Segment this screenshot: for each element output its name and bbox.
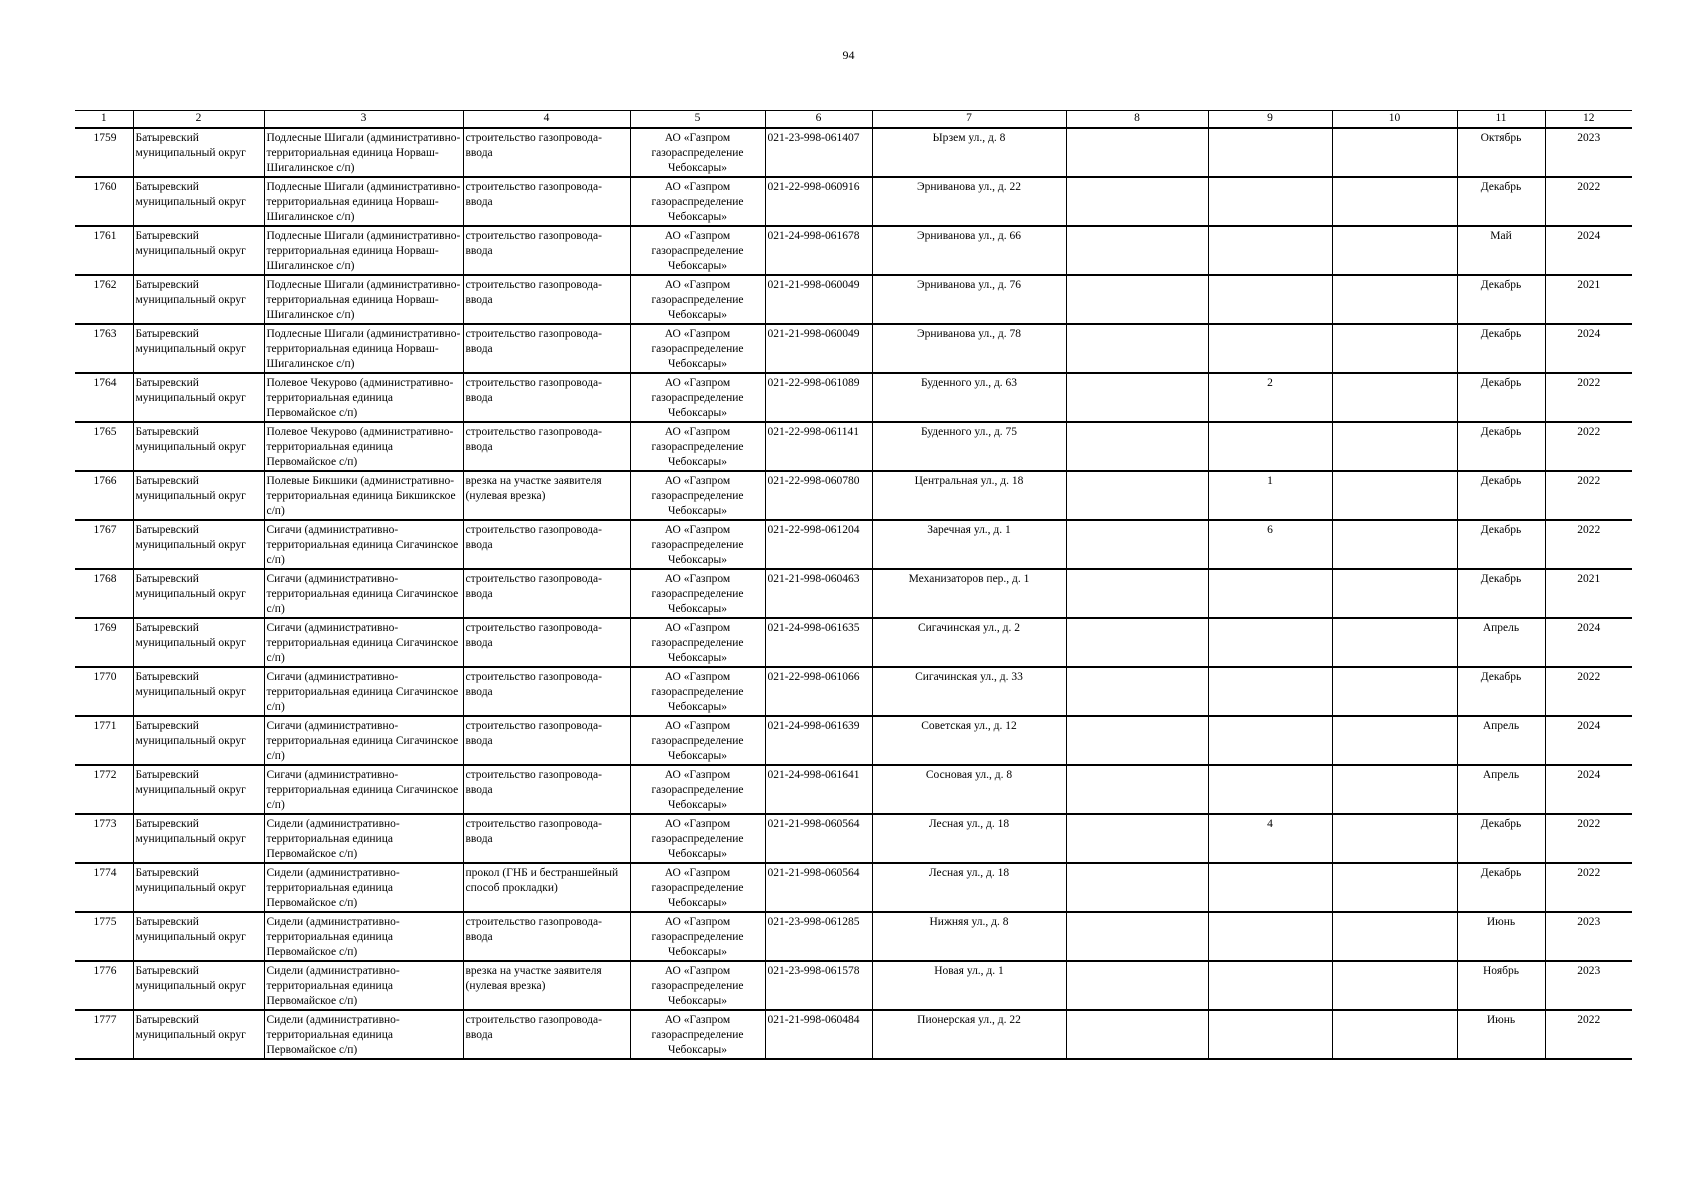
year-cell: 2022 [1545, 520, 1632, 569]
row-number-cell: 1776 [75, 961, 133, 1010]
address-cell: Центральная ул., д. 18 [872, 471, 1066, 520]
district-cell: Батыревский муниципальный округ [133, 471, 264, 520]
column-header: 5 [630, 111, 765, 129]
month-cell: Декабрь [1457, 471, 1545, 520]
table-row [75, 863, 1632, 912]
settlement-cell: Сигачи (административно-территориальная единица Сигачинское с/п) [264, 618, 463, 667]
column-header: 11 [1457, 111, 1545, 129]
year-cell: 2022 [1545, 667, 1632, 716]
column-header: 3 [264, 111, 463, 129]
work-type-cell: строительство газопровода-ввода [463, 912, 630, 961]
application-code-cell: 021-22-998-061089 [765, 373, 872, 422]
column-8-cell [1066, 177, 1208, 226]
work-type-cell: строительство газопровода-ввода [463, 618, 630, 667]
work-type-cell: врезка на участке заявителя (нулевая врезка) [463, 471, 630, 520]
column-10-cell [1332, 569, 1457, 618]
row-number-cell: 1775 [75, 912, 133, 961]
address-cell: Эрниванова ул., д. 22 [872, 177, 1066, 226]
organization-cell: АО «Газпром газораспределение Чебоксары» [630, 177, 765, 226]
work-type-cell: строительство газопровода-ввода [463, 569, 630, 618]
settlement-cell: Сидели (административно-территориальная единица Первомайское с/п) [264, 961, 463, 1010]
table-body [75, 128, 1632, 1059]
column-9-cell [1208, 667, 1332, 716]
column-header: 1 [75, 111, 133, 129]
table-row [75, 765, 1632, 814]
table-row [75, 569, 1632, 618]
organization-cell: АО «Газпром газораспределение Чебоксары» [630, 863, 765, 912]
column-10-cell [1332, 324, 1457, 373]
table-row [75, 373, 1632, 422]
settlement-cell: Сигачи (административно-территориальная единица Сигачинское с/п) [264, 569, 463, 618]
address-cell: Новая ул., д. 1 [872, 961, 1066, 1010]
application-code-cell: 021-21-998-060564 [765, 863, 872, 912]
page-number: 94 [842, 48, 855, 62]
month-cell: Июнь [1457, 1010, 1545, 1059]
address-cell: Буденного ул., д. 63 [872, 373, 1066, 422]
month-cell: Апрель [1457, 765, 1545, 814]
organization-cell: АО «Газпром газораспределение Чебоксары» [630, 373, 765, 422]
organization-cell: АО «Газпром газораспределение Чебоксары» [630, 422, 765, 471]
column-8-cell [1066, 275, 1208, 324]
settlement-cell: Полевое Чекурово (административно-территориальная единица Первомайское с/п) [264, 422, 463, 471]
work-type-cell: строительство газопровода-ввода [463, 1010, 630, 1059]
table-row [75, 814, 1632, 863]
table-row [75, 520, 1632, 569]
settlement-cell: Подлесные Шигали (административно-территориальная единица Норваш-Шигалинское с/п) [264, 275, 463, 324]
row-number-cell: 1761 [75, 226, 133, 275]
settlement-cell: Полевые Бикшики (административно-территориальная единица Бикшикское с/п) [264, 471, 463, 520]
organization-cell: АО «Газпром газораспределение Чебоксары» [630, 961, 765, 1010]
district-cell: Батыревский муниципальный округ [133, 765, 264, 814]
address-cell: Эрниванова ул., д. 76 [872, 275, 1066, 324]
column-8-cell [1066, 226, 1208, 275]
address-cell: Нижняя ул., д. 8 [872, 912, 1066, 961]
column-9-cell [1208, 226, 1332, 275]
column-10-cell [1332, 422, 1457, 471]
column-10-cell [1332, 814, 1457, 863]
table-row [75, 618, 1632, 667]
application-code-cell: 021-23-998-061578 [765, 961, 872, 1010]
district-cell: Батыревский муниципальный округ [133, 324, 264, 373]
application-code-cell: 021-23-998-061407 [765, 128, 872, 177]
year-cell: 2022 [1545, 373, 1632, 422]
column-header: 9 [1208, 111, 1332, 129]
work-type-cell: строительство газопровода-ввода [463, 373, 630, 422]
address-cell: Сосновая ул., д. 8 [872, 765, 1066, 814]
organization-cell: АО «Газпром газораспределение Чебоксары» [630, 814, 765, 863]
district-cell: Батыревский муниципальный округ [133, 422, 264, 471]
column-9-cell [1208, 324, 1332, 373]
row-number-cell: 1763 [75, 324, 133, 373]
table-row [75, 226, 1632, 275]
month-cell: Апрель [1457, 716, 1545, 765]
address-cell: Сигачинская ул., д. 33 [872, 667, 1066, 716]
year-cell: 2023 [1545, 961, 1632, 1010]
column-8-cell [1066, 471, 1208, 520]
organization-cell: АО «Газпром газораспределение Чебоксары» [630, 520, 765, 569]
work-type-cell: строительство газопровода-ввода [463, 814, 630, 863]
district-cell: Батыревский муниципальный округ [133, 961, 264, 1010]
application-code-cell: 021-22-998-060916 [765, 177, 872, 226]
year-cell: 2022 [1545, 471, 1632, 520]
column-10-cell [1332, 128, 1457, 177]
table-row [75, 422, 1632, 471]
organization-cell: АО «Газпром газораспределение Чебоксары» [630, 128, 765, 177]
settlement-cell: Подлесные Шигали (административно-территориальная единица Норваш-Шигалинское с/п) [264, 226, 463, 275]
column-header: 2 [133, 111, 264, 129]
column-header: 7 [872, 111, 1066, 129]
district-cell: Батыревский муниципальный округ [133, 667, 264, 716]
column-8-cell [1066, 863, 1208, 912]
column-8-cell [1066, 128, 1208, 177]
column-9-cell [1208, 863, 1332, 912]
settlement-cell: Сидели (административно-территориальная единица Первомайское с/п) [264, 863, 463, 912]
application-code-cell: 021-22-998-061204 [765, 520, 872, 569]
application-code-cell: 021-24-998-061635 [765, 618, 872, 667]
column-9-cell [1208, 177, 1332, 226]
application-code-cell: 021-21-998-060463 [765, 569, 872, 618]
district-cell: Батыревский муниципальный округ [133, 128, 264, 177]
application-code-cell: 021-21-998-060564 [765, 814, 872, 863]
column-9-cell [1208, 1010, 1332, 1059]
address-cell: Сигачинская ул., д. 2 [872, 618, 1066, 667]
work-type-cell: прокол (ГНБ и бестраншейный способ прокладки) [463, 863, 630, 912]
column-header: 12 [1545, 111, 1632, 129]
row-number-cell: 1774 [75, 863, 133, 912]
address-cell: Лесная ул., д. 18 [872, 814, 1066, 863]
year-cell: 2022 [1545, 177, 1632, 226]
work-type-cell: строительство газопровода-ввода [463, 422, 630, 471]
settlement-cell: Сигачи (административно-территориальная единица Сигачинское с/п) [264, 716, 463, 765]
district-cell: Батыревский муниципальный округ [133, 863, 264, 912]
column-8-cell [1066, 618, 1208, 667]
settlement-cell: Сигачи (административно-территориальная единица Сигачинское с/п) [264, 765, 463, 814]
month-cell: Ноябрь [1457, 961, 1545, 1010]
row-number-cell: 1771 [75, 716, 133, 765]
row-number-cell: 1769 [75, 618, 133, 667]
district-cell: Батыревский муниципальный округ [133, 226, 264, 275]
row-number-cell: 1767 [75, 520, 133, 569]
settlement-cell: Подлесные Шигали (административно-территориальная единица Норваш-Шигалинское с/п) [264, 177, 463, 226]
year-cell: 2022 [1545, 814, 1632, 863]
table-row [75, 912, 1632, 961]
column-10-cell [1332, 863, 1457, 912]
work-type-cell: строительство газопровода-ввода [463, 324, 630, 373]
application-code-cell: 021-24-998-061639 [765, 716, 872, 765]
district-cell: Батыревский муниципальный округ [133, 275, 264, 324]
month-cell: Апрель [1457, 618, 1545, 667]
month-cell: Декабрь [1457, 177, 1545, 226]
month-cell: Декабрь [1457, 324, 1545, 373]
address-cell: Буденного ул., д. 75 [872, 422, 1066, 471]
column-9-cell [1208, 961, 1332, 1010]
column-9-cell [1208, 912, 1332, 961]
table-row [75, 716, 1632, 765]
year-cell: 2022 [1545, 1010, 1632, 1059]
column-9-cell [1208, 422, 1332, 471]
address-cell: Лесная ул., д. 18 [872, 863, 1066, 912]
column-9-cell: 1 [1208, 471, 1332, 520]
column-10-cell [1332, 1010, 1457, 1059]
settlement-cell: Сигачи (административно-территориальная единица Сигачинское с/п) [264, 667, 463, 716]
row-number-cell: 1764 [75, 373, 133, 422]
work-type-cell: строительство газопровода-ввода [463, 128, 630, 177]
year-cell: 2024 [1545, 618, 1632, 667]
column-10-cell [1332, 226, 1457, 275]
organization-cell: АО «Газпром газораспределение Чебоксары» [630, 275, 765, 324]
column-10-cell [1332, 471, 1457, 520]
column-9-cell [1208, 618, 1332, 667]
column-9-cell [1208, 569, 1332, 618]
year-cell: 2024 [1545, 226, 1632, 275]
application-code-cell: 021-21-998-060484 [765, 1010, 872, 1059]
row-number-cell: 1759 [75, 128, 133, 177]
column-8-cell [1066, 961, 1208, 1010]
row-number-cell: 1770 [75, 667, 133, 716]
address-cell: Эрниванова ул., д. 66 [872, 226, 1066, 275]
district-cell: Батыревский муниципальный округ [133, 618, 264, 667]
column-10-cell [1332, 275, 1457, 324]
column-10-cell [1332, 667, 1457, 716]
application-code-cell: 021-24-998-061678 [765, 226, 872, 275]
data-table [75, 110, 1632, 1060]
settlement-cell: Сидели (административно-территориальная единица Первомайское с/п) [264, 814, 463, 863]
year-cell: 2022 [1545, 422, 1632, 471]
row-number-cell: 1766 [75, 471, 133, 520]
settlement-cell: Сидели (административно-территориальная единица Первомайское с/п) [264, 1010, 463, 1059]
work-type-cell: строительство газопровода-ввода [463, 667, 630, 716]
column-8-cell [1066, 520, 1208, 569]
row-number-cell: 1768 [75, 569, 133, 618]
column-header: 10 [1332, 111, 1457, 129]
month-cell: Декабрь [1457, 569, 1545, 618]
table-row [75, 177, 1632, 226]
organization-cell: АО «Газпром газораспределение Чебоксары» [630, 716, 765, 765]
column-8-cell [1066, 373, 1208, 422]
address-cell: Пионерская ул., д. 22 [872, 1010, 1066, 1059]
month-cell: Декабрь [1457, 667, 1545, 716]
application-code-cell: 021-22-998-061066 [765, 667, 872, 716]
district-cell: Батыревский муниципальный округ [133, 1010, 264, 1059]
work-type-cell: строительство газопровода-ввода [463, 275, 630, 324]
row-number-cell: 1762 [75, 275, 133, 324]
settlement-cell: Подлесные Шигали (административно-территориальная единица Норваш-Шигалинское с/п) [264, 324, 463, 373]
settlement-cell: Сигачи (административно-территориальная единица Сигачинское с/п) [264, 520, 463, 569]
year-cell: 2023 [1545, 912, 1632, 961]
column-8-cell [1066, 667, 1208, 716]
organization-cell: АО «Газпром газораспределение Чебоксары» [630, 912, 765, 961]
column-8-cell [1066, 814, 1208, 863]
row-number-cell: 1777 [75, 1010, 133, 1059]
work-type-cell: строительство газопровода-ввода [463, 520, 630, 569]
row-number-cell: 1760 [75, 177, 133, 226]
table-row [75, 128, 1632, 177]
column-9-cell: 4 [1208, 814, 1332, 863]
month-cell: Декабрь [1457, 520, 1545, 569]
district-cell: Батыревский муниципальный округ [133, 177, 264, 226]
row-number-cell: 1765 [75, 422, 133, 471]
application-code-cell: 021-24-998-061641 [765, 765, 872, 814]
month-cell: Декабрь [1457, 422, 1545, 471]
organization-cell: АО «Газпром газораспределение Чебоксары» [630, 765, 765, 814]
column-10-cell [1332, 961, 1457, 1010]
organization-cell: АО «Газпром газораспределение Чебоксары» [630, 569, 765, 618]
application-code-cell: 021-21-998-060049 [765, 324, 872, 373]
address-cell: Заречная ул., д. 1 [872, 520, 1066, 569]
column-8-cell [1066, 1010, 1208, 1059]
table-row [75, 324, 1632, 373]
table-row [75, 667, 1632, 716]
district-cell: Батыревский муниципальный округ [133, 569, 264, 618]
column-header: 8 [1066, 111, 1208, 129]
year-cell: 2021 [1545, 569, 1632, 618]
row-number-cell: 1773 [75, 814, 133, 863]
header-row [75, 111, 1632, 129]
application-code-cell: 021-23-998-061285 [765, 912, 872, 961]
column-8-cell [1066, 422, 1208, 471]
organization-cell: АО «Газпром газораспределение Чебоксары» [630, 667, 765, 716]
column-10-cell [1332, 177, 1457, 226]
column-9-cell [1208, 716, 1332, 765]
table-row [75, 961, 1632, 1010]
year-cell: 2024 [1545, 765, 1632, 814]
column-9-cell: 2 [1208, 373, 1332, 422]
column-9-cell [1208, 765, 1332, 814]
month-cell: Октябрь [1457, 128, 1545, 177]
organization-cell: АО «Газпром газораспределение Чебоксары» [630, 471, 765, 520]
month-cell: Декабрь [1457, 373, 1545, 422]
table-row [75, 275, 1632, 324]
district-cell: Батыревский муниципальный округ [133, 520, 264, 569]
settlement-cell: Сидели (административно-территориальная единица Первомайское с/п) [264, 912, 463, 961]
year-cell: 2023 [1545, 128, 1632, 177]
month-cell: Декабрь [1457, 863, 1545, 912]
year-cell: 2022 [1545, 863, 1632, 912]
organization-cell: АО «Газпром газораспределение Чебоксары» [630, 324, 765, 373]
column-10-cell [1332, 716, 1457, 765]
year-cell: 2024 [1545, 716, 1632, 765]
column-8-cell [1066, 716, 1208, 765]
district-cell: Батыревский муниципальный округ [133, 373, 264, 422]
address-cell: Эрниванова ул., д. 78 [872, 324, 1066, 373]
column-header: 6 [765, 111, 872, 129]
column-9-cell: 6 [1208, 520, 1332, 569]
application-code-cell: 021-21-998-060049 [765, 275, 872, 324]
column-8-cell [1066, 324, 1208, 373]
row-number-cell: 1772 [75, 765, 133, 814]
district-cell: Батыревский муниципальный округ [133, 814, 264, 863]
column-10-cell [1332, 912, 1457, 961]
settlement-cell: Полевое Чекурово (административно-территориальная единица Первомайское с/п) [264, 373, 463, 422]
organization-cell: АО «Газпром газораспределение Чебоксары» [630, 618, 765, 667]
address-cell: Ырзем ул., д. 8 [872, 128, 1066, 177]
address-cell: Механизаторов пер., д. 1 [872, 569, 1066, 618]
column-8-cell [1066, 569, 1208, 618]
work-type-cell: строительство газопровода-ввода [463, 177, 630, 226]
month-cell: Декабрь [1457, 814, 1545, 863]
organization-cell: АО «Газпром газораспределение Чебоксары» [630, 1010, 765, 1059]
column-8-cell [1066, 912, 1208, 961]
district-cell: Батыревский муниципальный округ [133, 912, 264, 961]
district-cell: Батыревский муниципальный округ [133, 716, 264, 765]
column-10-cell [1332, 618, 1457, 667]
column-9-cell [1208, 128, 1332, 177]
application-code-cell: 021-22-998-061141 [765, 422, 872, 471]
work-type-cell: врезка на участке заявителя (нулевая врезка) [463, 961, 630, 1010]
address-cell: Советская ул., д. 12 [872, 716, 1066, 765]
column-10-cell [1332, 765, 1457, 814]
month-cell: Декабрь [1457, 275, 1545, 324]
column-10-cell [1332, 520, 1457, 569]
column-8-cell [1066, 765, 1208, 814]
column-10-cell [1332, 373, 1457, 422]
table-row [75, 471, 1632, 520]
organization-cell: АО «Газпром газораспределение Чебоксары» [630, 226, 765, 275]
table-row [75, 1010, 1632, 1059]
column-9-cell [1208, 275, 1332, 324]
year-cell: 2024 [1545, 324, 1632, 373]
application-code-cell: 021-22-998-060780 [765, 471, 872, 520]
month-cell: Май [1457, 226, 1545, 275]
work-type-cell: строительство газопровода-ввода [463, 765, 630, 814]
month-cell: Июнь [1457, 912, 1545, 961]
work-type-cell: строительство газопровода-ввода [463, 226, 630, 275]
column-header: 4 [463, 111, 630, 129]
settlement-cell: Подлесные Шигали (административно-территориальная единица Норваш-Шигалинское с/п) [264, 128, 463, 177]
year-cell: 2021 [1545, 275, 1632, 324]
work-type-cell: строительство газопровода-ввода [463, 716, 630, 765]
